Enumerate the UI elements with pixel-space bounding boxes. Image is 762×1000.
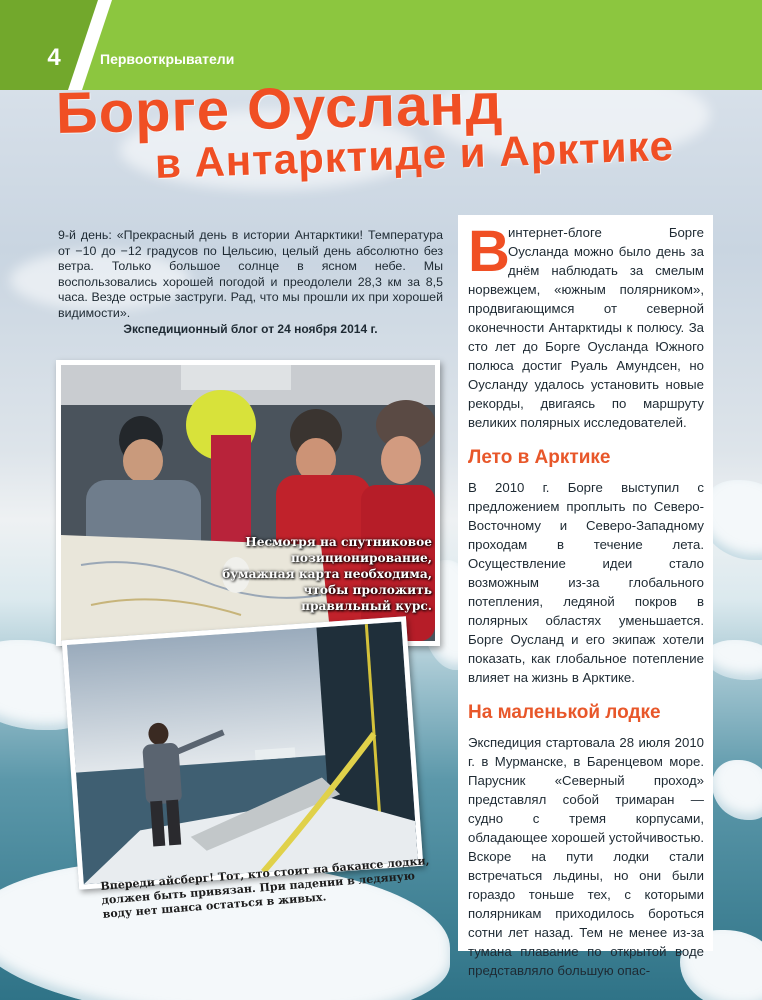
ice-floe (705, 640, 762, 680)
ice-floe (712, 760, 762, 820)
paragraph-small-boat: Экспедиция стартовала 28 июля 2010 г. в Мурманске, в Баренцевом море. Парусник «Северный проход» представлял собой тримаран — судно с тремя корпусами, обладающее хорошей устойчивостью. Вскоре на пути лодки стали встречаться льдины, но они были гораздо тоньше тех, с которыми полярникам приходилось бороться сотни лет назад. Тем не менее из-за тумана плавание по открытой воде представляло большую опас- (468, 735, 704, 978)
photo-caption-map: Несмотря на спутниковое позиционирование, бумажная карта необходима, чтобы проложить правильный курс. (222, 535, 432, 613)
photo-caption-sailor: Впереди айсберг! Тот, кто стоит на бакансе лодки, должен быть привязан. При падении в ледяную воду нет шанса остаться в живых. (100, 854, 430, 921)
page-title-line2: в Антарктиде и Арктике (154, 121, 675, 187)
drop-cap: В (468, 219, 510, 284)
page-title-line1: Борге Оусланд (55, 71, 504, 146)
heading-summer-in-arctic: Лето в Арктике (468, 447, 611, 468)
article-column (458, 215, 713, 978)
blog-quote: 9-й день: «Прекрасный день в истории Антарктики! Температура от −10 до −12 градусов по Цельсию, целый день абсолютно без ветра. Только большое солнце в ясном небе. Мы воспользовались хорошей погодой и преодолели 28,3 км за 8,5 часа. Везде острые заструги. Рад, что мы прошли их при хорошей видимости». (58, 228, 443, 320)
quote-source: Экспедиционный блог от 24 ноября 2014 г. (123, 322, 378, 336)
intro-paragraph (468, 219, 704, 432)
sailor-boat-illustration (67, 622, 418, 885)
photo-sailor-on-boat (62, 616, 424, 889)
intro-text: интернет-блоге Борге Оусланда можно было день за днём наблюдать за смелым норвежцем, «южным полярником», продвигающимся от северной оконечности Антарктиды к полюсу. За сто лет до Борге Оусланда Южного полюса достиг Руаль Амундсен, но Оусланду удалось установить новые рекорды, двигаясь по маршруту великих полярных исследователей. (468, 225, 704, 430)
page-number: 4 (47, 44, 61, 71)
section-name: Первооткрыватели (100, 51, 235, 67)
heading-small-boat: На маленькой лодке (468, 702, 661, 723)
paragraph-summer-in-arctic: В 2010 г. Борге выступил с предложением проплыть по Северо-Восточному и Северо-Западному проходам в течение лета. Осуществление идеи стало возможным из-за глобального потепления, ледяной покров в полярных областях уменьшается. Борге Оусланд и его экипаж хотели показать, как глобальное потепление влияет на жизнь в Арктике. (468, 480, 704, 685)
